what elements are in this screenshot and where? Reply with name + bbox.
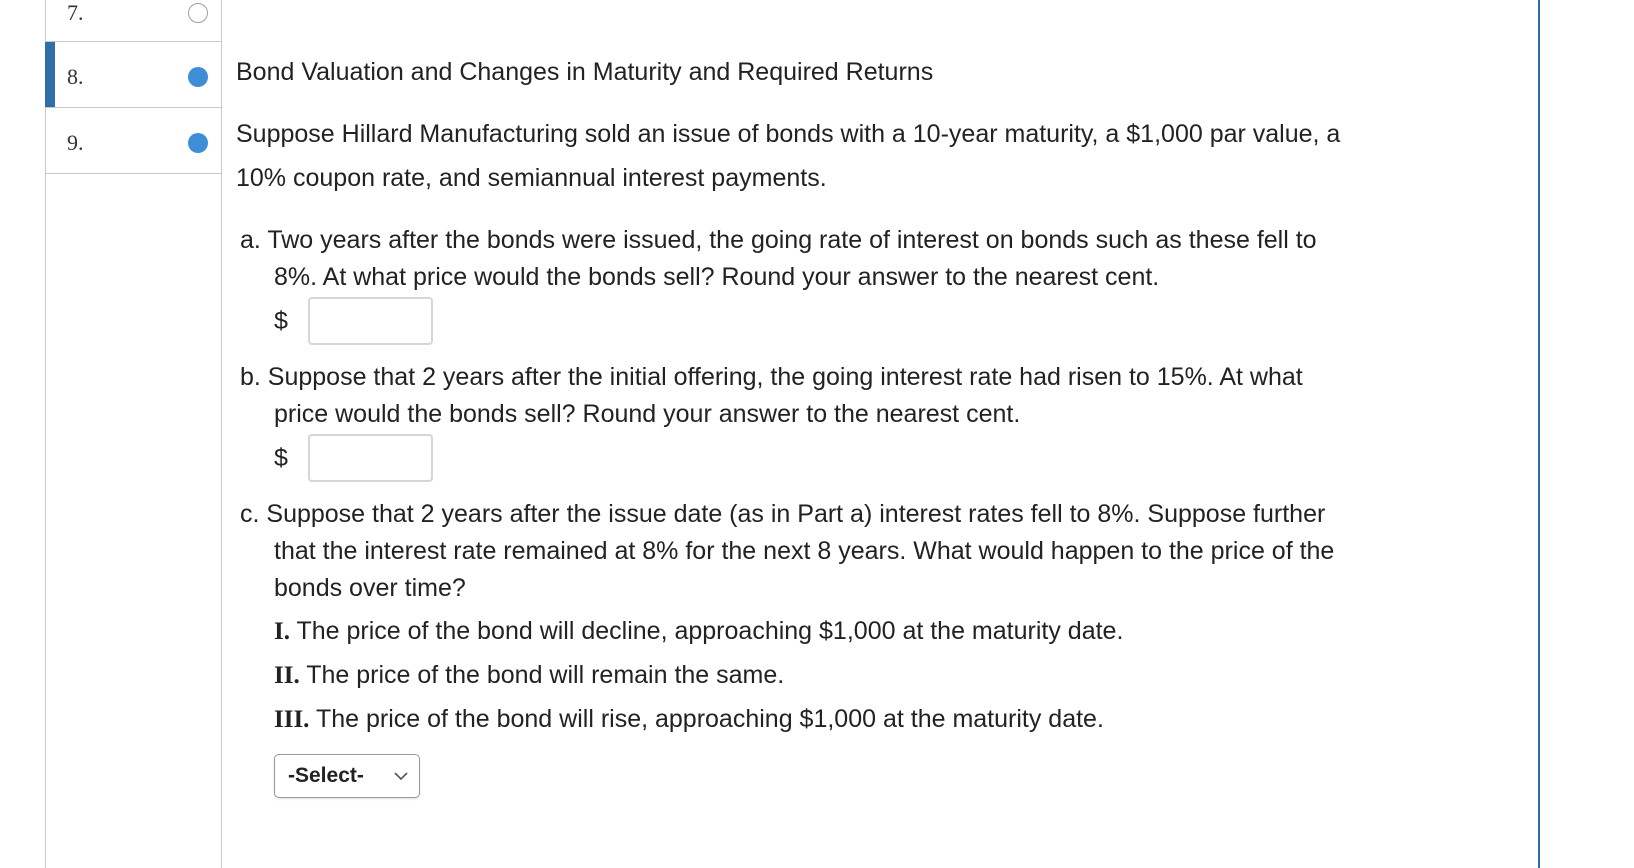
answered-status-icon — [188, 133, 208, 153]
part-b-line: price would the bonds sell? Round your answer to the nearest cent. — [274, 400, 1021, 428]
unanswered-status-icon — [188, 3, 208, 23]
nav-item-7[interactable] — [46, 0, 222, 42]
nav-item-8[interactable] — [46, 42, 222, 108]
part-b-price-input[interactable] — [308, 434, 433, 482]
currency-symbol: $ — [274, 307, 288, 335]
nav-item-number: 9. — [67, 130, 84, 155]
part-c-answer-dropdown[interactable] — [274, 754, 420, 798]
question-title: Bond Valuation and Changes in Maturity and Required Returns — [236, 58, 934, 86]
dropdown-label: -Select- — [288, 764, 364, 787]
part-b-line: b. Suppose that 2 years after the initial offering, the going interest rate had risen to 15%. At what — [240, 363, 1303, 391]
part-c-prompt — [240, 496, 1540, 607]
question-navigator — [45, 0, 222, 868]
chevron-down-icon — [393, 768, 409, 784]
part-b-prompt — [240, 359, 1540, 433]
intro-line: 10% coupon rate, and semiannual interest payments. — [236, 164, 827, 192]
option-i — [274, 617, 1123, 646]
active-indicator — [45, 42, 55, 107]
part-c-line: that the interest rate remained at 8% for the next 8 years. What would happen to the price of the — [274, 537, 1335, 565]
part-a-price-input[interactable] — [308, 297, 433, 345]
part-c-line: c. Suppose that 2 years after the issue date (as in Part a) interest rates fell to 8%. Suppose further — [240, 500, 1326, 528]
nav-item-number: 7. — [67, 0, 84, 25]
nav-item-number: 8. — [67, 64, 84, 89]
option-text: The price of the bond will decline, approaching $1,000 at the maturity date. — [296, 617, 1124, 645]
question-intro — [236, 112, 1536, 200]
currency-symbol: $ — [274, 444, 288, 472]
question-panel — [222, 0, 1540, 868]
option-numeral: III. — [274, 706, 310, 733]
nav-item-9[interactable] — [46, 108, 222, 174]
answered-status-icon — [188, 67, 208, 87]
option-numeral: I. — [274, 618, 290, 645]
part-a-prompt — [240, 222, 1540, 296]
intro-line: Suppose Hillard Manufacturing sold an issue of bonds with a 10-year maturity, a $1,000 par value, a — [236, 120, 1341, 148]
option-text: The price of the bond will rise, approaching $1,000 at the maturity date. — [315, 705, 1104, 733]
part-a-line: 8%. At what price would the bonds sell? Round your answer to the nearest cent. — [274, 263, 1160, 291]
option-text: The price of the bond will remain the same. — [306, 661, 785, 689]
part-c-line: bonds over time? — [274, 574, 466, 602]
option-iii — [274, 705, 1104, 734]
option-ii — [274, 661, 784, 690]
part-a-line: a. Two years after the bonds were issued, the going rate of interest on bonds such as these fell to — [240, 226, 1317, 254]
option-numeral: II. — [274, 662, 300, 689]
